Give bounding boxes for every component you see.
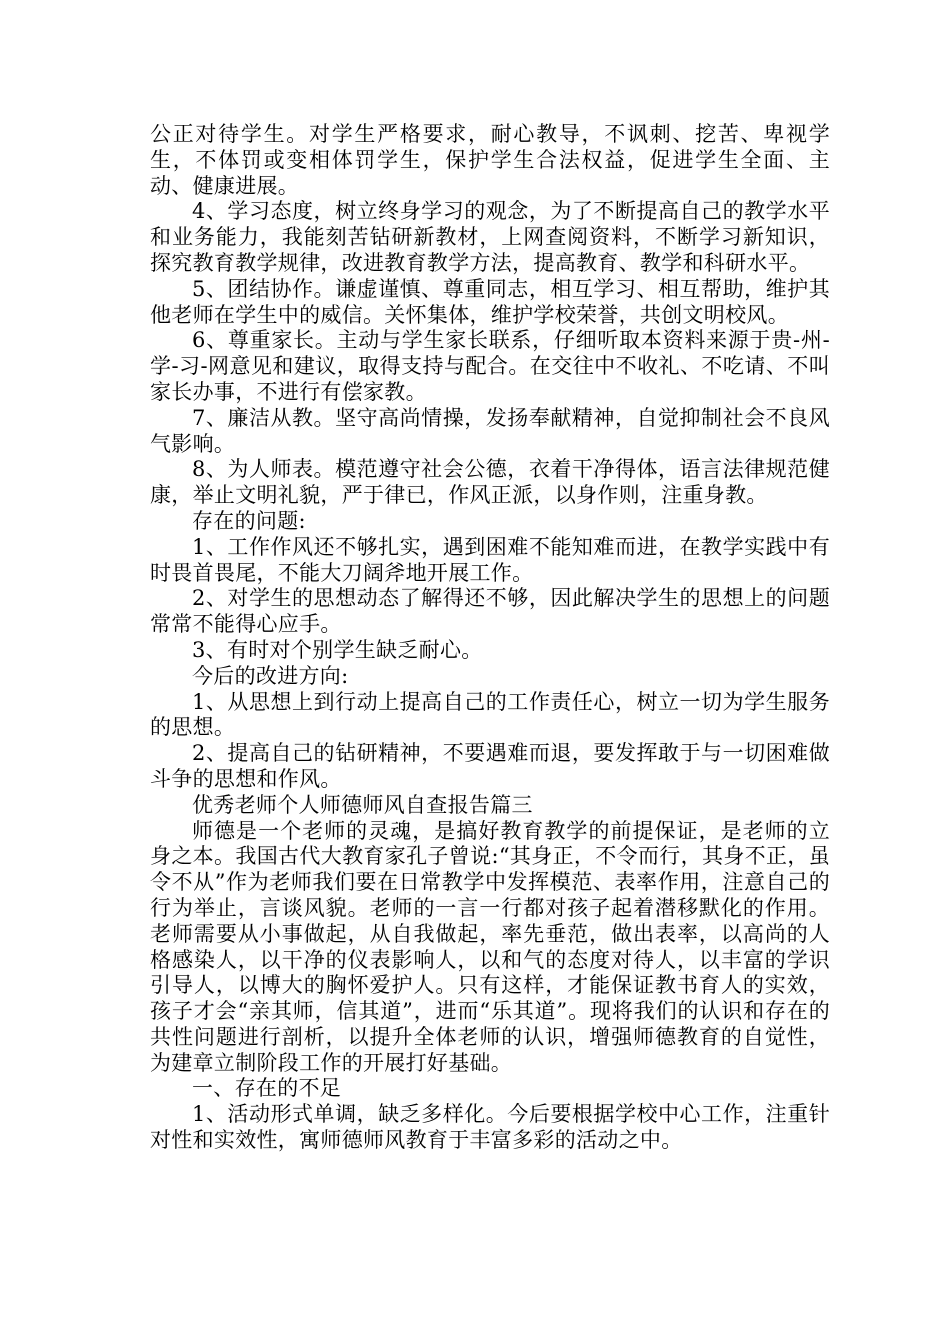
section-heading: 存在的问题: [192, 508, 306, 533]
section-heading: 今后的改进方向: [192, 663, 349, 688]
paragraph: 5、团结协作。谦虚谨慎、尊重同志，相互学习、相互帮助，维护其他老师在学生中的威信。关怀集体，维护学校荣誉，共创文明校风。 [150, 276, 830, 327]
paragraph: 1、从思想上到行动上提高自己的工作责任心，树立一切为学生服务的思想。 [150, 689, 830, 740]
paragraph: 3、有时对个别学生缺乏耐心。 [192, 637, 483, 662]
paragraph: 4、学习态度，树立终身学习的观念，为了不断提高自己的教学水平和业务能力，我能刻苦钻研新教材，上网查阅资料，不断学习新知识，探究教育教学规律，改进教育教学方法，提高教育、教学和科研水平。 [150, 199, 830, 275]
paragraph: 2、对学生的思想动态了解得还不够，因此解决学生的思想上的问题常常不能得心应手。 [150, 586, 830, 637]
paragraph: 1、活动形式单调，缺乏多样化。今后要根据学校中心工作，注重针对性和实效性，寓师德师风教育于丰富多彩的活动之中。 [150, 1102, 830, 1153]
paragraph: 8、为人师表。模范遵守社会公德，衣着干净得体，语言法律规范健康，举止文明礼貌，严于律已，作风正派，以身作则，注重身教。 [150, 457, 830, 508]
document-body [150, 122, 830, 1154]
paragraph: 2、提高自己的钻研精神，不要遇难而退，要发挥敢于与一切困难做斗争的思想和作风。 [150, 741, 830, 791]
paragraph: 7、廉洁从教。坚守高尚情操，发扬奉献精神，自觉抑制社会不良风气影响。 [150, 405, 830, 456]
paragraph: 6、尊重家长。主动与学生家长联系，仔细听取本资料来源于贵-州-学-习-网意见和建议，取得支持与配合。在交往中不收礼、不吃请、不叫家长办事，不进行有偿家教。 [150, 328, 830, 404]
paragraph: 公正对待学生。对学生严格要求，耐心教导，不讽刺、挖苦、卑视学生，不体罚或变相体罚学生，保护学生合法权益，促进学生全面、主动、健康进展。 [150, 122, 830, 198]
paragraph: 1、工作作风还不够扎实，遇到困难不能知难而进，在教学实践中有时畏首畏尾，不能大刀阔斧地开展工作。 [150, 534, 830, 585]
paragraph: 师德是一个老师的灵魂，是搞好教育教学的前提保证，是老师的立身之本。我国古代大教育家孔子曾说:“其身正，不令而行，其身不正，虽令不从”作为老师我们要在日常教学中发挥模范、表率作用，注意自己的行为举止，言谈风貌。老师的一言一行都对孩子起着潜移默化的作用。老师需要从小事做起，从自我做起，率先垂范，做出表率，以高尚的人格感染人，以干净的仪表影响人，以和气的态度对待人，以丰富的学识引导人，以博大的胸怀爱护人。只有这样，才能保证教书育人的实效，孩子才会“亲其师，信其道”，进而“乐其道”。现将我们的认识和存在的共性问题进行剖析，以提升全体老师的认识，增强师德教育的自觉性，为建章立制阶段工作的开展打好基础。 [150, 818, 830, 1075]
section-heading: 一、存在的不足 [192, 1076, 342, 1101]
section-title: 优秀老师个人师德师风自查报告篇三 [192, 792, 533, 817]
